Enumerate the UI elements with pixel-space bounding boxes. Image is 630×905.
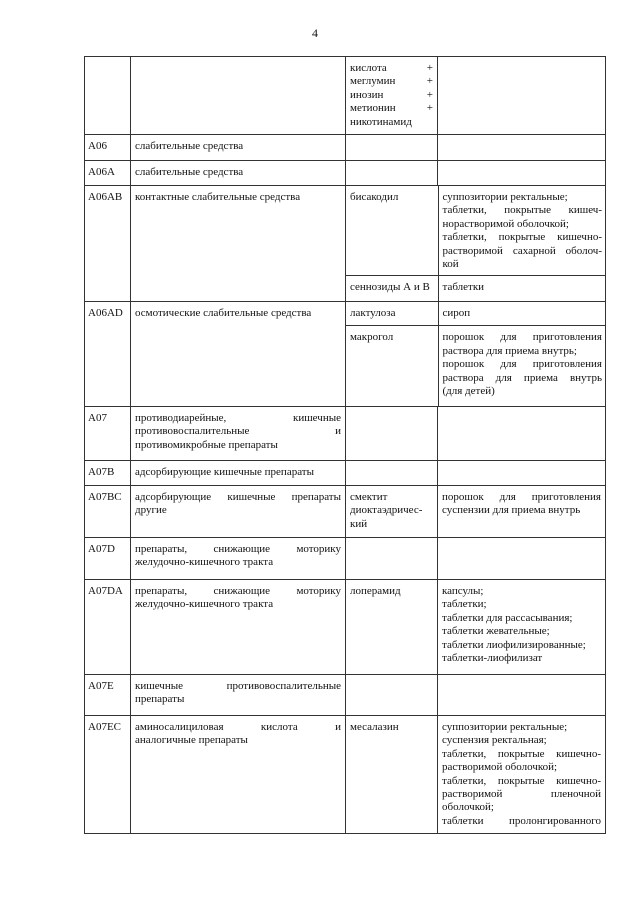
atc-code-cell	[85, 57, 131, 135]
drug-table	[84, 56, 606, 834]
atc-name-cell: слабительные средства	[131, 135, 346, 161]
page-number: 4	[312, 26, 318, 40]
inn-cell: кислота + меглумин + инозин + метионин + никотинамид	[346, 57, 438, 135]
inn-cell: макрогол	[346, 326, 438, 406]
dosage-form-cell	[438, 135, 606, 161]
atc-code-cell: A06AB	[85, 186, 131, 302]
atc-name-cell: кишечные противовоспалительные препараты	[131, 674, 346, 715]
inn-cell: лоперамид	[346, 579, 438, 674]
table-row	[85, 715, 606, 833]
dosage-form-cell: сироп	[442, 306, 471, 319]
table-row	[85, 460, 606, 485]
dosage-form-cell: порошок для приготовления раствора для приема внутрь; порошок для приготовления раствора для приема внутрь (для детей)	[438, 326, 606, 406]
inn-cell	[346, 135, 438, 161]
atc-code-cell: A07D	[85, 537, 131, 579]
atc-name-cell: адсорбирующие кишечные препараты	[131, 460, 346, 485]
table-row	[85, 161, 606, 186]
table-row	[85, 579, 606, 674]
dosage-form-cell: таблетки	[438, 276, 606, 301]
table-row	[85, 674, 606, 715]
dosage-form-cell	[438, 460, 606, 485]
atc-name-cell	[131, 57, 346, 135]
atc-name-cell: адсорбирующие кишечные препараты другие	[131, 485, 346, 537]
inn-cell: смектит диоктаэдричес- кий	[346, 485, 438, 537]
dosage-form-cell: суппозитории ректальные; суспензия ректальная; таблетки, покрытые кишечно- растворимой оболочкой; таблетки, покрытые кишечно- растворимой пленочной оболочкой; таблетки пролонгированного	[438, 715, 606, 833]
dosage-form-cell	[438, 674, 606, 715]
inn-cell: лактулоза	[346, 302, 438, 326]
table-row	[85, 406, 606, 460]
atc-code-cell: A06AD	[85, 301, 131, 406]
inn-cell: бисакодил	[346, 186, 438, 276]
inn-cell: сеннозиды А и В	[346, 276, 438, 301]
dosage-form-cell	[438, 57, 606, 135]
inn-cell	[346, 161, 438, 186]
dosage-form-cell	[438, 161, 606, 186]
preparation-subtable	[346, 186, 606, 302]
dosage-form-cell	[438, 537, 606, 579]
atc-code-cell: A07DA	[85, 579, 131, 674]
atc-name-cell: противодиарейные, кишечные противовоспалительные и противомикробные препараты	[131, 406, 346, 460]
inn-cell	[346, 460, 438, 485]
table-row	[85, 301, 606, 406]
table-row	[85, 57, 606, 135]
atc-name-cell: аминосалициловая кислота и аналогичные препараты	[131, 715, 346, 833]
atc-name-cell: препараты, снижающие моторику желудочно-кишечного тракта	[131, 579, 346, 674]
atc-code-cell: A07	[85, 406, 131, 460]
atc-name-cell: осмотические слабительные средства	[131, 301, 346, 406]
table-row	[85, 186, 606, 302]
dosage-form-cell	[438, 406, 606, 460]
inn-cell: месалазин	[346, 715, 438, 833]
atc-code-cell: A07EC	[85, 715, 131, 833]
inn-cell	[346, 537, 438, 579]
table-row	[85, 537, 606, 579]
atc-code-cell: A07E	[85, 674, 131, 715]
atc-code-cell: A07B	[85, 460, 131, 485]
dosage-form-cell: порошок для приготовления суспензии для приема внутрь	[438, 485, 606, 537]
dosage-form-cell: капсулы; таблетки; таблетки для рассасывания; таблетки жевательные; таблетки лиофилизированные; таблетки-лиофилизат	[438, 579, 606, 674]
table-row	[85, 135, 606, 161]
dosage-form-cell: суппозитории ректальные; таблетки, покрытые кишеч- норастворимой оболочкой; таблетки, покрытые кишечно- растворимой сахарной оболоч- кой	[442, 191, 602, 271]
atc-name-cell: слабительные средства	[131, 161, 346, 186]
preparation-subtable	[346, 301, 606, 406]
atc-code-cell: A06	[85, 135, 131, 161]
atc-name-cell: контактные слабительные средства	[131, 186, 346, 302]
table-row	[85, 485, 606, 537]
atc-name-cell: препараты, снижающие моторику желудочно-кишечного тракта	[131, 537, 346, 579]
inn-cell	[346, 406, 438, 460]
atc-code-cell: A07BC	[85, 485, 131, 537]
inn-cell	[346, 674, 438, 715]
atc-code-cell: A06A	[85, 161, 131, 186]
